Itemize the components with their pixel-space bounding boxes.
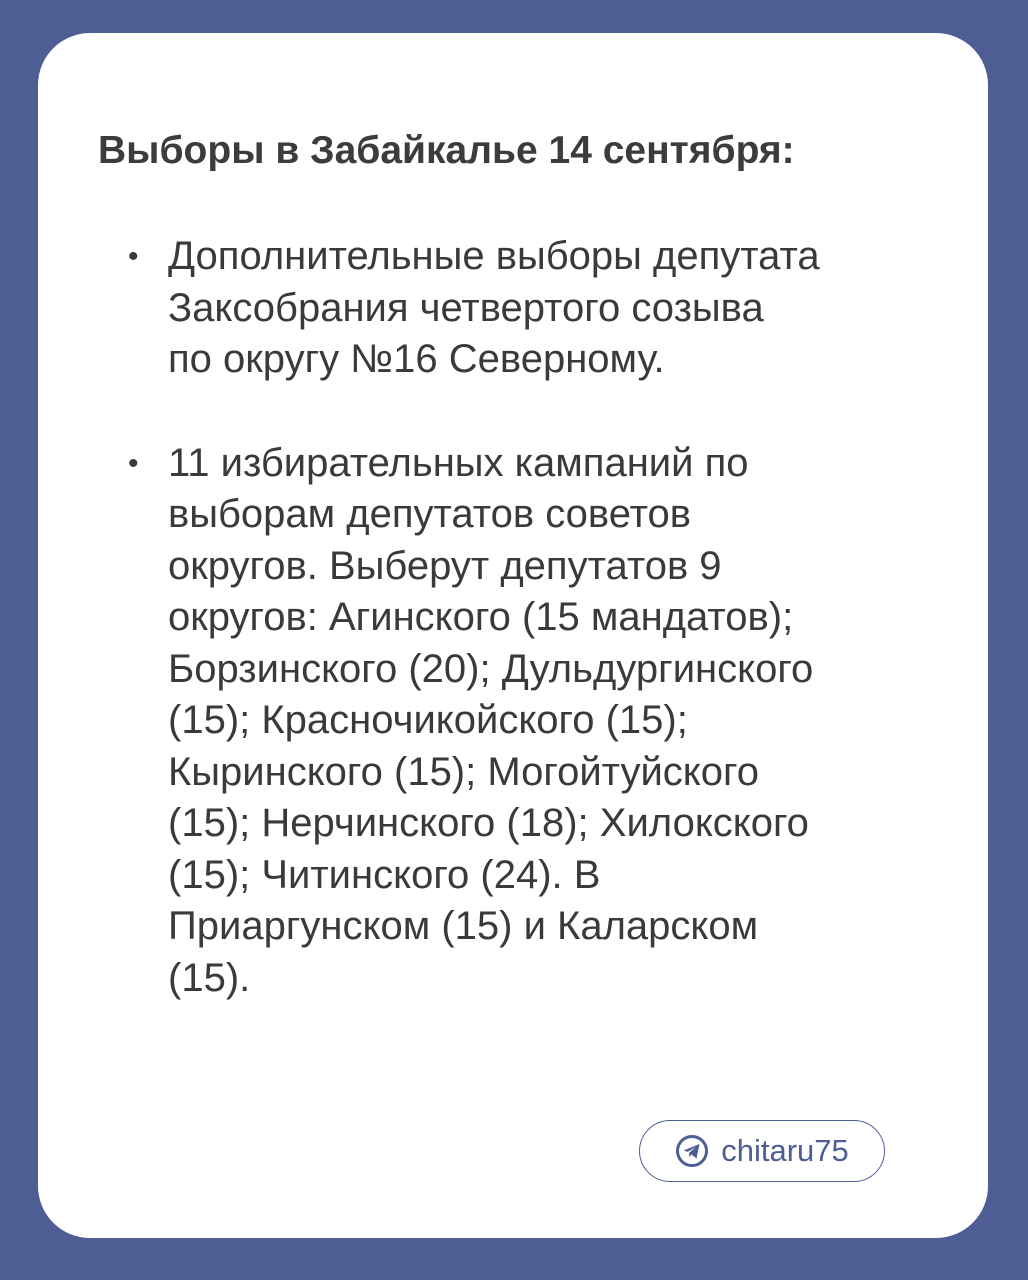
bullet-marker: • [128, 240, 139, 273]
bullet-line: выборам депутатов советов [168, 492, 692, 536]
bullet-line: округов: Агинского (15 мандатов); [168, 595, 794, 639]
bullet-list [128, 231, 928, 1056]
bullet-marker: • [128, 446, 139, 480]
bullet-line: (15); Красночикойского (15); [168, 698, 688, 742]
bullet-line: Борзинского (20); Дульдургинского [168, 646, 814, 691]
bullet-item-campaigns [128, 438, 928, 1005]
bullet-item-additional-election [128, 231, 928, 386]
page-title: Выборы в Забайкалье 14 сентября: [98, 129, 795, 172]
bullet-line: Заксобрания четвертого созыва [168, 285, 764, 330]
bullet-line: Дополнительные выборы депутата [168, 234, 820, 278]
bullet-line: (15); Читинского (24). В [168, 852, 601, 897]
bullet-line: по округу №16 Северному. [168, 337, 665, 381]
bullet-line: Приаргунском (15) и Каларском [168, 904, 759, 948]
bullet-line: Кыринского (15); Могойтуйского [168, 749, 759, 794]
content-card [38, 33, 988, 1238]
telegram-icon [675, 1134, 709, 1168]
telegram-handle-badge[interactable] [639, 1120, 885, 1182]
bullet-line: (15); Нерчинского (18); Хилокского [168, 801, 809, 845]
bullet-line: округов. Выберут депутатов 9 [168, 543, 722, 588]
telegram-handle-text: chitaru75 [721, 1133, 849, 1168]
bullet-line: (15). [168, 955, 251, 1000]
bullet-line: 11 избирательных кампаний по [168, 440, 749, 485]
